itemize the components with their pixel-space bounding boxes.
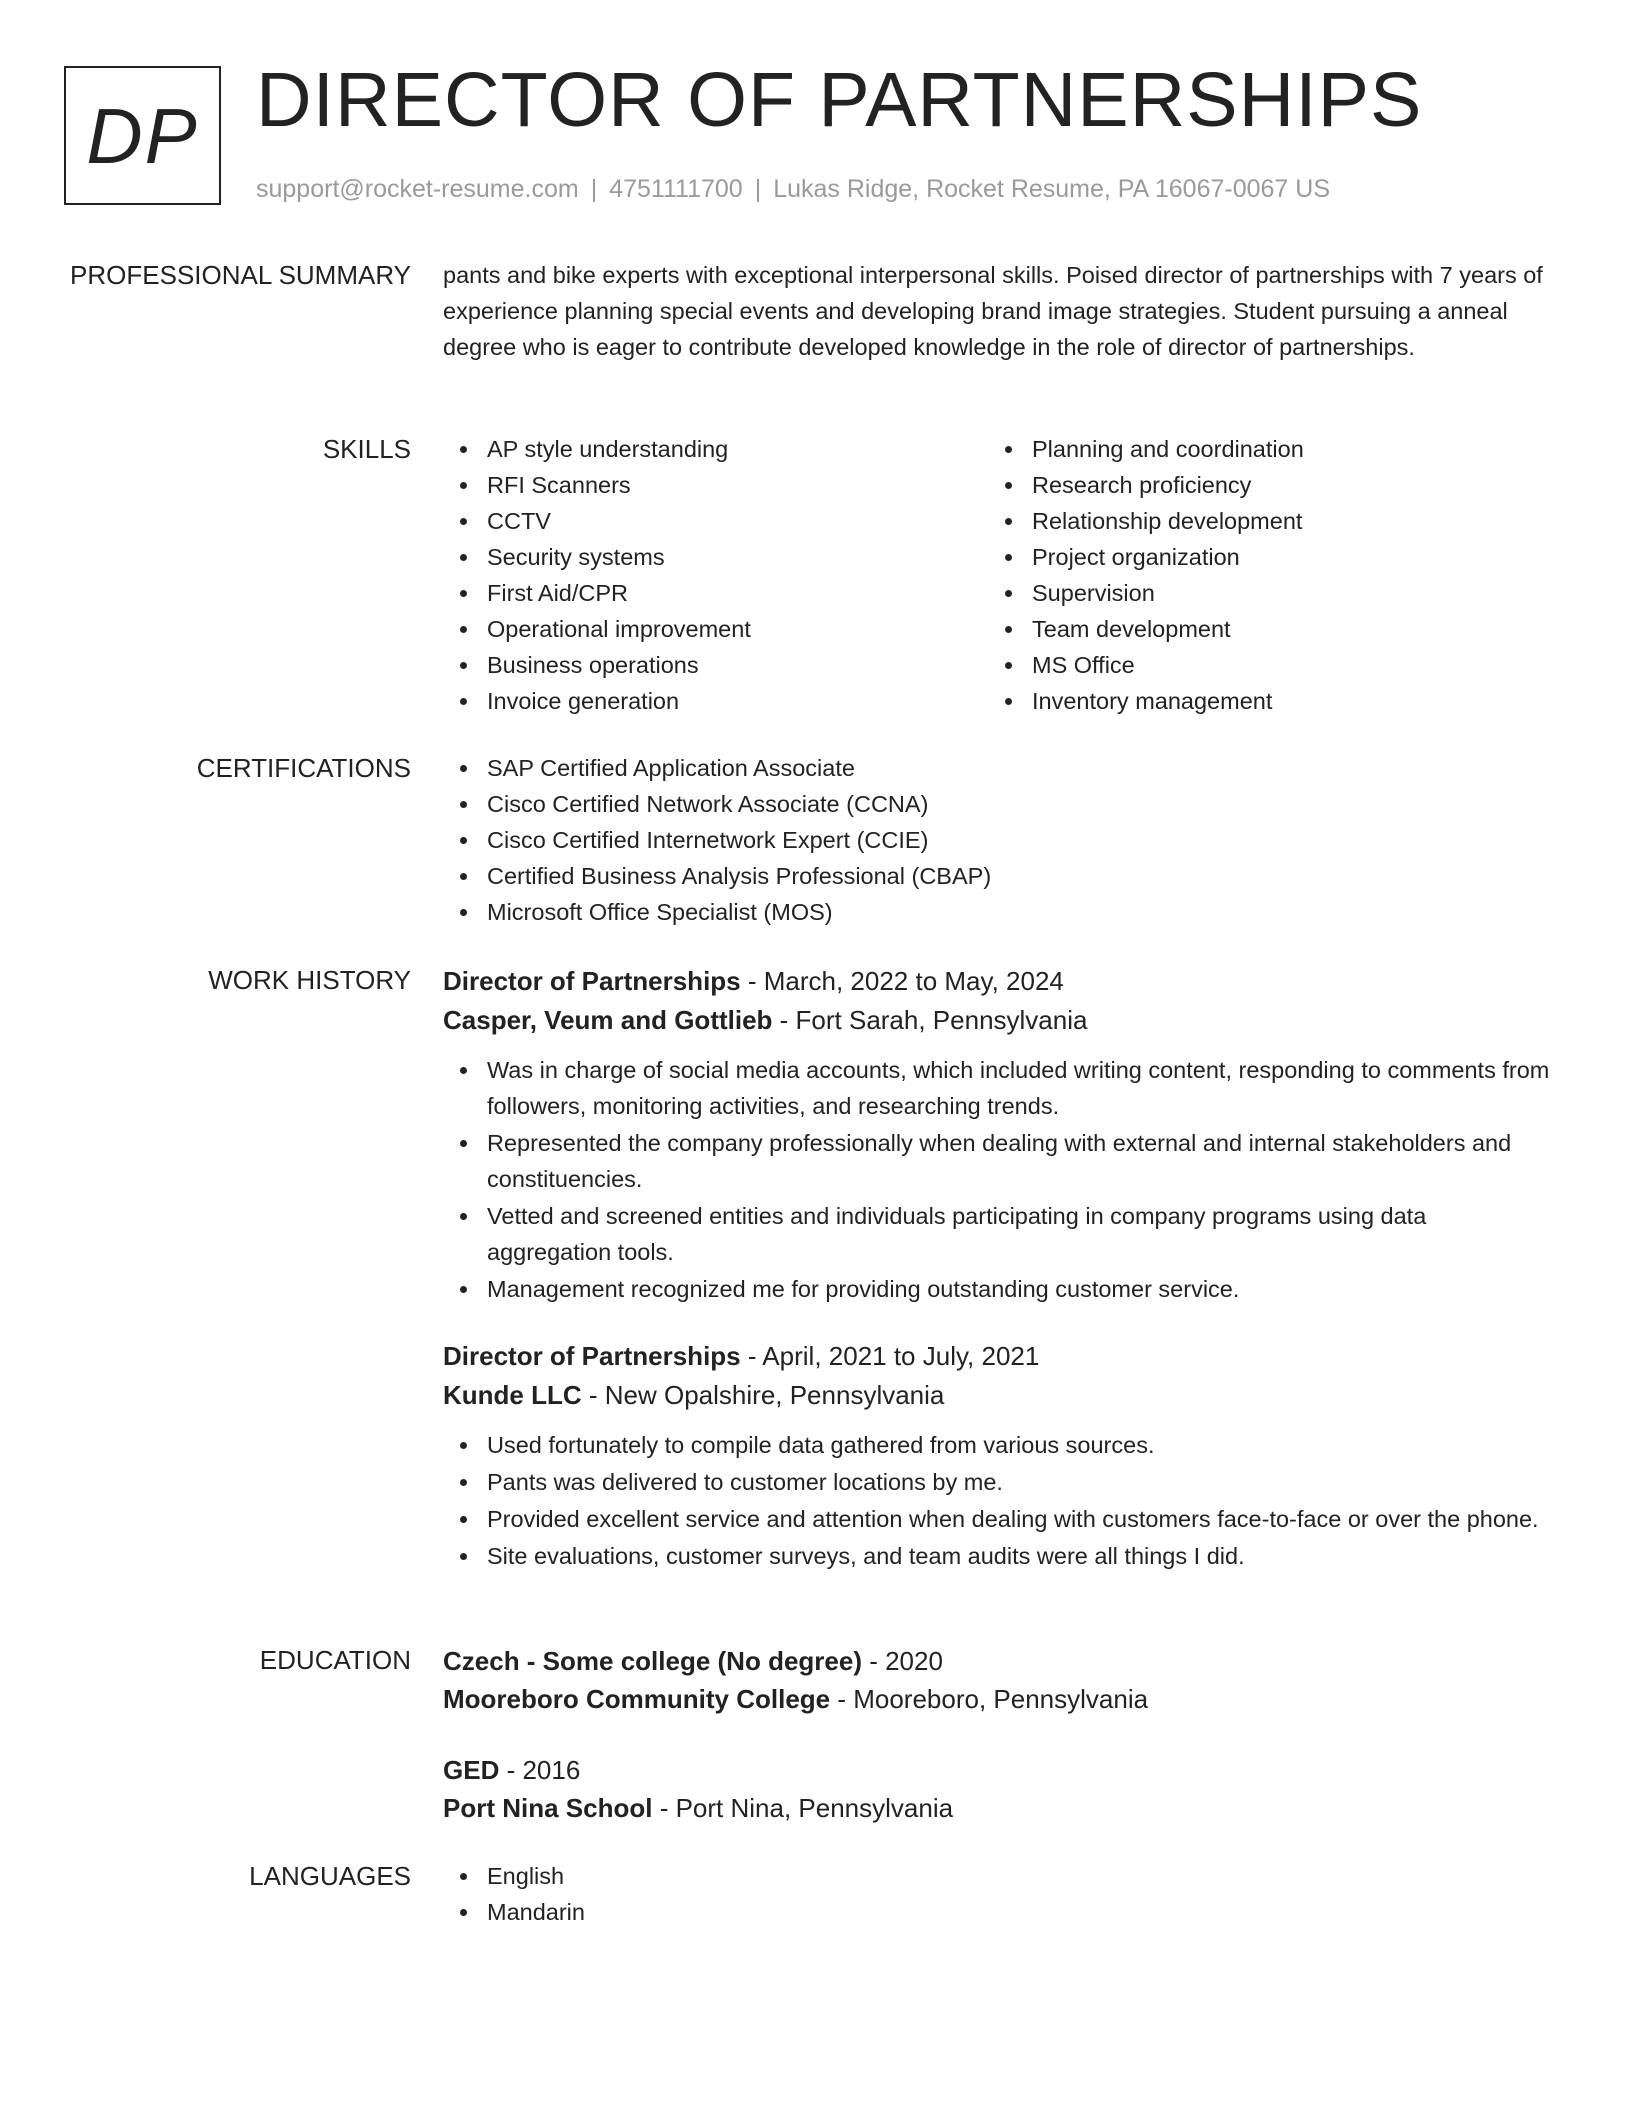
contact-email[interactable]: support@rocket-resume.com	[256, 175, 579, 203]
job-duty: Represented the company professionally when dealing with external and internal stakeholders and constituencies.	[443, 1125, 1555, 1197]
education-degree-line	[443, 1642, 1555, 1680]
skills-column-right	[988, 431, 1533, 719]
languages-body	[443, 1858, 1555, 1930]
education-location: - Mooreboro, Pennsylvania	[830, 1684, 1149, 1714]
education-entry	[443, 1642, 1555, 1718]
section-label: PROFESSIONAL SUMMARY	[70, 260, 411, 290]
language-item: Mandarin	[443, 1894, 1555, 1930]
job-duty: Provided excellent service and attention when dealing with customers face-to-face or over the phone.	[443, 1501, 1555, 1537]
language-item: English	[443, 1858, 1555, 1894]
skill-item: RFI Scanners	[443, 467, 988, 503]
skill-item: Supervision	[988, 575, 1533, 611]
section-label: CERTIFICATIONS	[196, 753, 411, 783]
skill-item: Invoice generation	[443, 683, 988, 719]
skill-item: First Aid/CPR	[443, 575, 988, 611]
contact-separator: |	[590, 175, 598, 203]
section-label: LANGUAGES	[249, 1861, 411, 1891]
job-duty: Management recognized me for providing outstanding customer service.	[443, 1271, 1555, 1307]
job-dates: - March, 2022 to May, 2024	[740, 966, 1064, 996]
skill-item: Security systems	[443, 539, 988, 575]
summary-text: pants and bike experts with exceptional interpersonal skills. Poised director of partnerships with 7 years of experience planning special events and developing brand image strategies. Student pursuing a anneal degree who is eager to contribute developed knowledge in the role of director of partnerships.	[443, 262, 1543, 360]
section-label: WORK HISTORY	[208, 965, 411, 995]
job-title-line	[443, 1337, 1555, 1376]
certifications-list	[443, 750, 1555, 930]
job-location: - New Opalshire, Pennsylvania	[581, 1380, 945, 1410]
work-history-body	[443, 962, 1555, 1575]
education-year: - 2020	[861, 1646, 943, 1676]
job-duties	[443, 1052, 1555, 1307]
job-company-line	[443, 1001, 1555, 1040]
certification-item: Certified Business Analysis Professional (CBAP)	[443, 858, 1555, 894]
section-label: SKILLS	[322, 434, 411, 464]
section-label: EDUCATION	[259, 1645, 411, 1675]
education-school: Mooreboro Community College	[443, 1684, 831, 1714]
education-school-line	[443, 1789, 1555, 1827]
monogram-text: DP	[86, 91, 199, 180]
skill-item: CCTV	[443, 503, 988, 539]
certification-item: Cisco Certified Network Associate (CCNA)	[443, 786, 1555, 822]
job-dates: - April, 2021 to July, 2021	[740, 1341, 1040, 1371]
certification-item: SAP Certified Application Associate	[443, 750, 1555, 786]
skill-item: Project organization	[988, 539, 1533, 575]
education-degree: Czech - Some college (No degree)	[443, 1646, 862, 1676]
skills-list	[443, 431, 1555, 719]
certifications-body	[443, 750, 1555, 930]
job-duty: Vetted and screened entities and individuals participating in company programs using data aggregation tools.	[443, 1198, 1555, 1270]
education-school-line	[443, 1680, 1555, 1718]
job-duty: Site evaluations, customer surveys, and team audits were all things I did.	[443, 1538, 1555, 1574]
job-company: Kunde LLC	[443, 1380, 582, 1410]
skill-item: Operational improvement	[443, 611, 988, 647]
contact-phone[interactable]: 4751111700	[609, 175, 743, 203]
contact-address: Lukas Ridge, Rocket Resume, PA 16067-0067 US	[773, 175, 1331, 203]
job-duty: Used fortunately to compile data gathered from various sources.	[443, 1427, 1555, 1463]
education-year: - 2016	[499, 1755, 581, 1785]
monogram-logo	[64, 66, 221, 205]
job-title-line	[443, 962, 1555, 1001]
education-entry	[443, 1751, 1555, 1827]
certification-item: Microsoft Office Specialist (MOS)	[443, 894, 1555, 930]
education-degree: GED	[443, 1755, 500, 1785]
certification-item: Cisco Certified Internetwork Expert (CCIE)	[443, 822, 1555, 858]
job-company: Casper, Veum and Gottlieb	[443, 1005, 773, 1035]
resume-title: DIRECTOR OF PARTNERSHIPS	[256, 57, 1423, 143]
skill-item: Planning and coordination	[988, 431, 1533, 467]
job-company-line	[443, 1376, 1555, 1415]
education-school: Port Nina School	[443, 1793, 653, 1823]
skill-item: Relationship development	[988, 503, 1533, 539]
education-body	[443, 1642, 1555, 1827]
job-entry	[443, 1337, 1555, 1574]
job-title: Director of Partnerships	[443, 1341, 741, 1371]
job-duty: Was in charge of social media accounts, which included writing content, responding to comments from followers, monitoring activities, and researching trends.	[443, 1052, 1555, 1124]
skill-item: Team development	[988, 611, 1533, 647]
job-duty: Pants was delivered to customer locations by me.	[443, 1464, 1555, 1500]
contact-separator: |	[754, 175, 762, 203]
skills-column-left	[443, 431, 988, 719]
job-duties	[443, 1427, 1555, 1574]
skill-item: Research proficiency	[988, 467, 1533, 503]
languages-list	[443, 1858, 1555, 1930]
education-location: - Port Nina, Pennsylvania	[652, 1793, 954, 1823]
summary-body	[443, 257, 1555, 365]
skill-item: AP style understanding	[443, 431, 988, 467]
job-entry	[443, 962, 1555, 1307]
job-title: Director of Partnerships	[443, 966, 741, 996]
skill-item: Business operations	[443, 647, 988, 683]
education-degree-line	[443, 1751, 1555, 1789]
contact-line	[256, 172, 1330, 206]
skill-item: MS Office	[988, 647, 1533, 683]
skill-item: Inventory management	[988, 683, 1533, 719]
job-location: - Fort Sarah, Pennsylvania	[772, 1005, 1088, 1035]
